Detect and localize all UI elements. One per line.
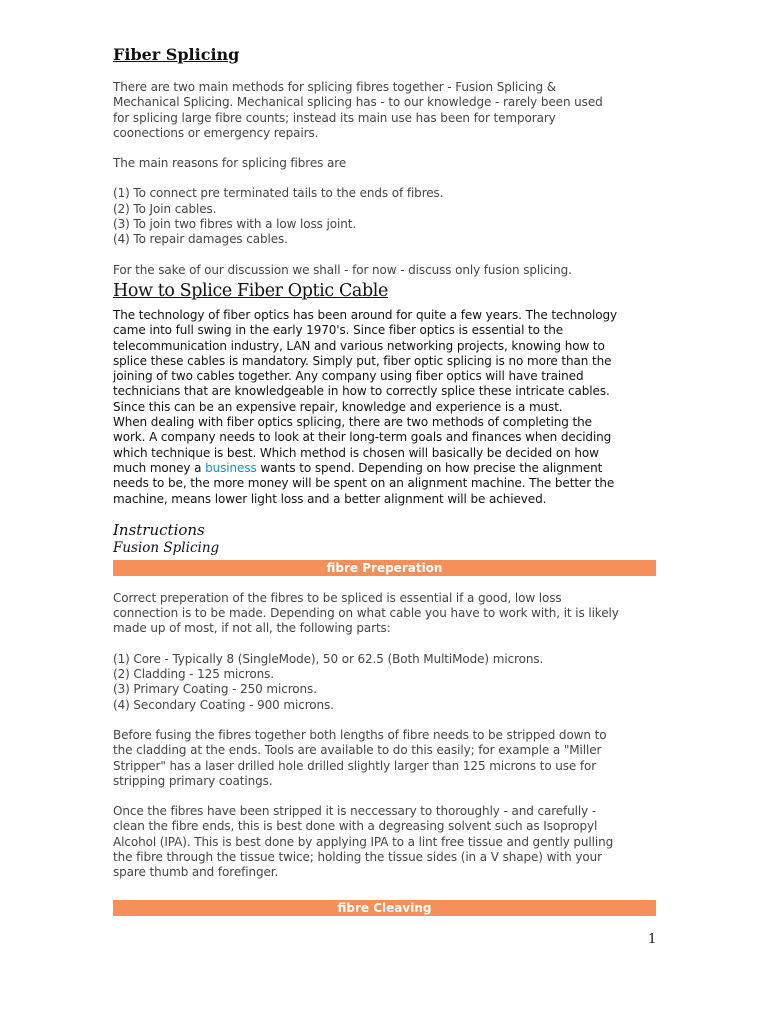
text-line: for splicing large fibre counts; instead its main use has been for temporary xyxy=(113,110,556,125)
text-line: Once the fibres have been stripped it is neccessary to thoroughly - and carefully - xyxy=(113,804,597,819)
instructions-heading: Instructions xyxy=(113,520,205,539)
text-line: needs to be, the more money will be spent on an alignment machine. The better the xyxy=(113,476,615,491)
text-line: Since this can be an expensive repair, knowledge and experience is a must. xyxy=(113,399,563,414)
list-item: (4) Secondary Coating - 900 microns. xyxy=(113,697,334,712)
list-item: (3) Primary Coating - 250 microns. xyxy=(113,682,317,697)
document-page xyxy=(113,44,657,916)
page-title: Fiber Splicing xyxy=(113,45,240,64)
text-line: the cladding at the ends. Tools are available to do this easily; for example a "Miller xyxy=(113,743,602,758)
fusion-splicing-subheading: Fusion Splicing xyxy=(113,539,220,556)
text-line: There are two main methods for splicing fibres together - Fusion Splicing & xyxy=(113,80,556,94)
text-line: clean the fibre ends, this is best done with a degreasing solvent such as Isopropyl xyxy=(113,819,598,834)
text-line: the fibre through the tissue twice; holding the tissue sides (in a V shape) with your xyxy=(113,849,602,864)
list-item: (2) Cladding - 125 microns. xyxy=(113,667,274,682)
section-bar-fibre-cleaving: fibre Cleaving xyxy=(113,900,656,916)
list-item: (4) To repair damages cables. xyxy=(113,232,288,247)
text-line: Correct preperation of the fibres to be spliced is essential if a good, low loss xyxy=(113,590,562,605)
text-line: Before fusing the fibres together both lengths of fibre needs to be stripped down to xyxy=(113,727,607,742)
clean-paragraph xyxy=(113,804,657,880)
text-line: Mechanical Splicing. Mechanical splicing has - to our knowledge - rarely been used xyxy=(113,95,603,110)
text-line: stripping primary coatings. xyxy=(113,773,273,788)
list-item: (1) Core - Typically 8 (SingleMode), 50 or 62.5 (Both MultiMode) microns. xyxy=(113,651,544,666)
text-line: coonections or emergency repairs. xyxy=(113,125,319,140)
text-line: spare thumb and forefinger. xyxy=(113,865,279,880)
list-item: (1) To connect pre terminated tails to the ends of fibres. xyxy=(113,186,444,201)
parts-list xyxy=(113,652,657,713)
text-line: The technology of fiber optics has been around for quite a few years. The technology xyxy=(113,307,617,322)
business-link[interactable]: business xyxy=(205,460,257,475)
text-line: machine, means lower light loss and a better alignment will be achieved. xyxy=(113,491,547,506)
text-line: splice these cables is mandatory. Simply put, fiber optic splicing is no more than the xyxy=(113,353,612,368)
closing-line: For the sake of our discussion we shall - for now - discuss only fusion splicing. xyxy=(113,262,572,277)
text-line-with-link xyxy=(113,461,657,476)
text-line: made up of most, if not all, the following parts: xyxy=(113,621,391,636)
text-line: telecommunication industry, LAN and various networking projects, knowing how to xyxy=(113,338,605,353)
prep-paragraph xyxy=(113,591,657,637)
text-line: came into full swing in the early 1970's. Since fiber optics is essential to the xyxy=(113,323,563,338)
howto-paragraph xyxy=(113,308,657,507)
intro-paragraph xyxy=(113,80,657,141)
text-line: Alcohol (IPA). This is best done by applying IPA to a lint free tissue and gently pulling xyxy=(113,834,614,849)
text-line: work. A company needs to look at their long-term goals and finances when deciding xyxy=(113,430,612,445)
text-line: When dealing with fiber optics splicing, there are two methods of completing the xyxy=(113,415,592,430)
text-line: joining of two cables together. Any company using fiber optics will have trained xyxy=(113,369,584,384)
page-number: 1 xyxy=(648,932,657,947)
text-line: which technique is best. Which method is chosen will basically be decided on how xyxy=(113,445,599,460)
text-fragment: wants to spend. Depending on how precise the alignment xyxy=(256,460,603,475)
text-line: technicians that are knowledgeable in how to correctly splice these intricate cables. xyxy=(113,384,610,399)
text-line: connection is to be made. Depending on what cable you have to work with, it is likely xyxy=(113,606,619,621)
reasons-list xyxy=(113,186,657,247)
text-fragment: much money a xyxy=(113,460,206,475)
list-item: (3) To join two fibres with a low loss joint. xyxy=(113,217,357,232)
reasons-heading: The main reasons for splicing fibres are xyxy=(113,156,347,171)
section-bar-fibre-preperation: fibre Preperation xyxy=(113,560,656,576)
strip-paragraph xyxy=(113,728,657,789)
section-heading-howto: How to Splice Fiber Optic Cable xyxy=(113,280,388,301)
list-item: (2) To Join cables. xyxy=(113,201,217,216)
text-line: Stripper" has a laser drilled hole drilled slightly larger than 125 microns to use for xyxy=(113,758,597,773)
